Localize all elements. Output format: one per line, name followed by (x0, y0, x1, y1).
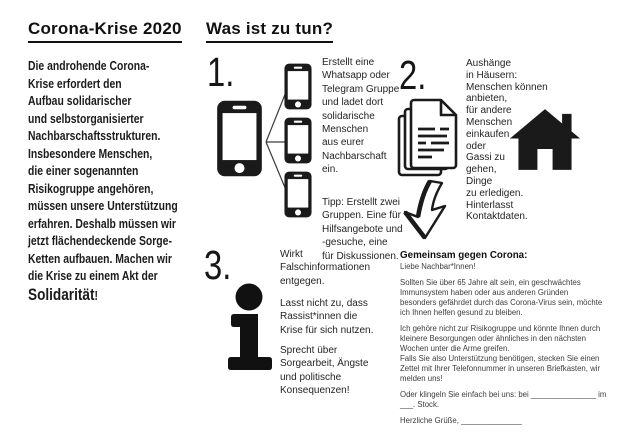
step-2-number: 2. (399, 52, 427, 98)
smartphone-icon (284, 63, 312, 110)
step-1-tip-text: Tipp: Erstellt zwei Gruppen. Eine für Hilfsangebote und -gesuche, eine für Diskussionen. (322, 197, 403, 262)
solidarity-word: Solidarität (28, 285, 95, 304)
letter-closing: Herzliche Grüße, ______________ (400, 416, 522, 425)
step-3-text-block-1: Wirkt Falschinformationen entgegen. (280, 249, 371, 287)
section-heading: Was ist zu tun? (206, 19, 333, 43)
letter-paragraph-3: Oder klingeln Sie einfach bei uns: bei _______________ im ___. Stock. (400, 390, 607, 409)
flyer-title: Corona-Krise 2020 (28, 19, 182, 43)
letter-paragraph-2: Ich gehöre nicht zur Risikogruppe und könnte Ihnen durch kleinere Besorgungen oder ähnliches in den nächsten Wochen unter die Arme greifen. Falls Sie also Unterstützung benötigen, stecken Sie einen Zettel mit Ihrer Telefonnummer in unseren Briefkasten, wir melden uns! (400, 324, 601, 383)
info-icon (225, 283, 275, 371)
solidarity-line (28, 285, 98, 305)
solidarity-exclamation: ! (94, 288, 98, 303)
step-1-number: 1. (207, 49, 235, 95)
step-3-text-block-3: Sprecht über Sorgearbeit, Ängste und politische Konsequenzen! (280, 345, 369, 397)
step-3-text-block-2: Lasst nicht zu, dass Rassist*innen die Krise für sich nutzen. (280, 298, 374, 336)
intro-paragraph: Die androhende Corona- Krise erfordert den Aufbau solidarischer und selbstorganisierter Nachbarschaftsstrukturen. Insbesondere Menschen, die einer sogenannten Risikogruppe angehören, müssen unsere Unterstützung erfahren. Deshalb müssen wir jetzt flächendeckende Sorge- Ketten aufbauen. Machen wir die Krise zu einem Akt der (28, 58, 178, 283)
flyer-stack-icon (397, 96, 461, 179)
letter-heading: Gemeinsam gegen Corona: (400, 250, 528, 261)
letter-salutation: Liebe Nachbar*Innen! (400, 262, 476, 271)
letter-template (400, 250, 614, 425)
smartphone-icon (284, 171, 312, 218)
step-1-text: Erstellt eine Whatsapp oder Telegram Gruppe und ladet dort solidarische Menschen aus eurer Nachbarschaft ein. (322, 57, 400, 176)
step-2-text: Aushänge in Häusern: Menschen können anbieten, für andere Menschen einkaufen oder Gassi zu gehen, Dinge zu erledigen. Hinterlasst Kontaktdaten. (466, 58, 548, 223)
smartphone-icon (284, 117, 312, 164)
down-arrow-icon (402, 179, 458, 242)
step-3-number: 3. (204, 242, 232, 288)
letter-paragraph-1: Sollten Sie über 65 Jahre alt sein, ein geschwächtes Immunsystem haben oder aus anderen Gründen besonders gefährdet durch das Corona-Virus sein, möchte ich Ihnen helfen gesund zu bleiben. (400, 278, 603, 317)
